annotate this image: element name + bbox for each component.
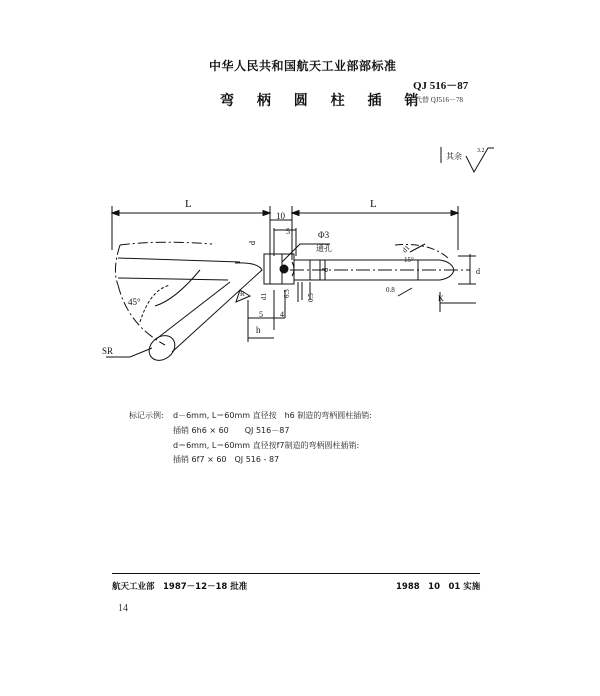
approval-note: 航天工业部 1987－12－18 批准 <box>112 582 248 592</box>
label-d1-left: d1 <box>260 293 268 300</box>
example-line-3: d＝6mm, L＝60mm 直径按f7制造的弯柄圆柱插销: <box>173 441 360 450</box>
label-angle-45: 45° <box>128 297 141 307</box>
example-label: 标记示例: <box>129 411 164 420</box>
label-angle-15: 15° <box>404 256 414 264</box>
label-L-right: L <box>370 198 377 210</box>
label-dim-4: 4 <box>280 310 284 319</box>
label-through-hole: 通孔 <box>316 244 332 253</box>
page-number: 14 <box>118 603 128 614</box>
label-ra-6-3: 6.3 <box>283 289 291 298</box>
label-ra-0-8: 0.8 <box>386 286 395 294</box>
footer-rule <box>112 573 480 574</box>
label-d1-right: d1 <box>400 243 412 255</box>
label-sr: SR <box>102 346 114 356</box>
label-surface-finish: 其余 <box>446 152 462 161</box>
label-d-left: d <box>248 241 257 245</box>
label-dim-5-bottom: 5 <box>259 310 263 319</box>
implementation-date: 1988 10 01 实施 <box>396 582 481 592</box>
label-dim-10: 10 <box>276 211 285 221</box>
label-phi3: Φ3 <box>318 230 330 240</box>
example-line-2: 插销 6h6 × 60 QJ 516－87 <box>173 426 290 435</box>
label-dim-5-top: 5 <box>286 227 290 236</box>
pin-collar <box>264 254 294 284</box>
example-line-1: d－6mm, L＝60mm 直径按 h6 制造的弯柄圆柱插销: <box>173 411 373 420</box>
label-dim-0-5: 0.5 <box>307 293 315 302</box>
org-standard-title: 中华人民共和国航天工业部部标准 <box>209 59 397 73</box>
label-d-mid: d <box>321 268 330 272</box>
label-dim-h: h <box>256 325 261 335</box>
label-r-mark: R <box>240 290 245 298</box>
label-roughness: 3.2 <box>477 148 485 154</box>
standard-number: QJ 516－87 <box>413 80 469 92</box>
example-line-4: 插销 6f7 × 60 QJ 516 - 87 <box>173 455 280 464</box>
page-title: 弯 柄 圆 柱 插 销 <box>220 93 428 109</box>
label-L-left: L <box>185 198 192 210</box>
replaces-note: 代替 QJ516－78 <box>415 96 464 104</box>
label-d-right: d <box>476 267 480 276</box>
label-ra-k: K <box>438 294 444 303</box>
